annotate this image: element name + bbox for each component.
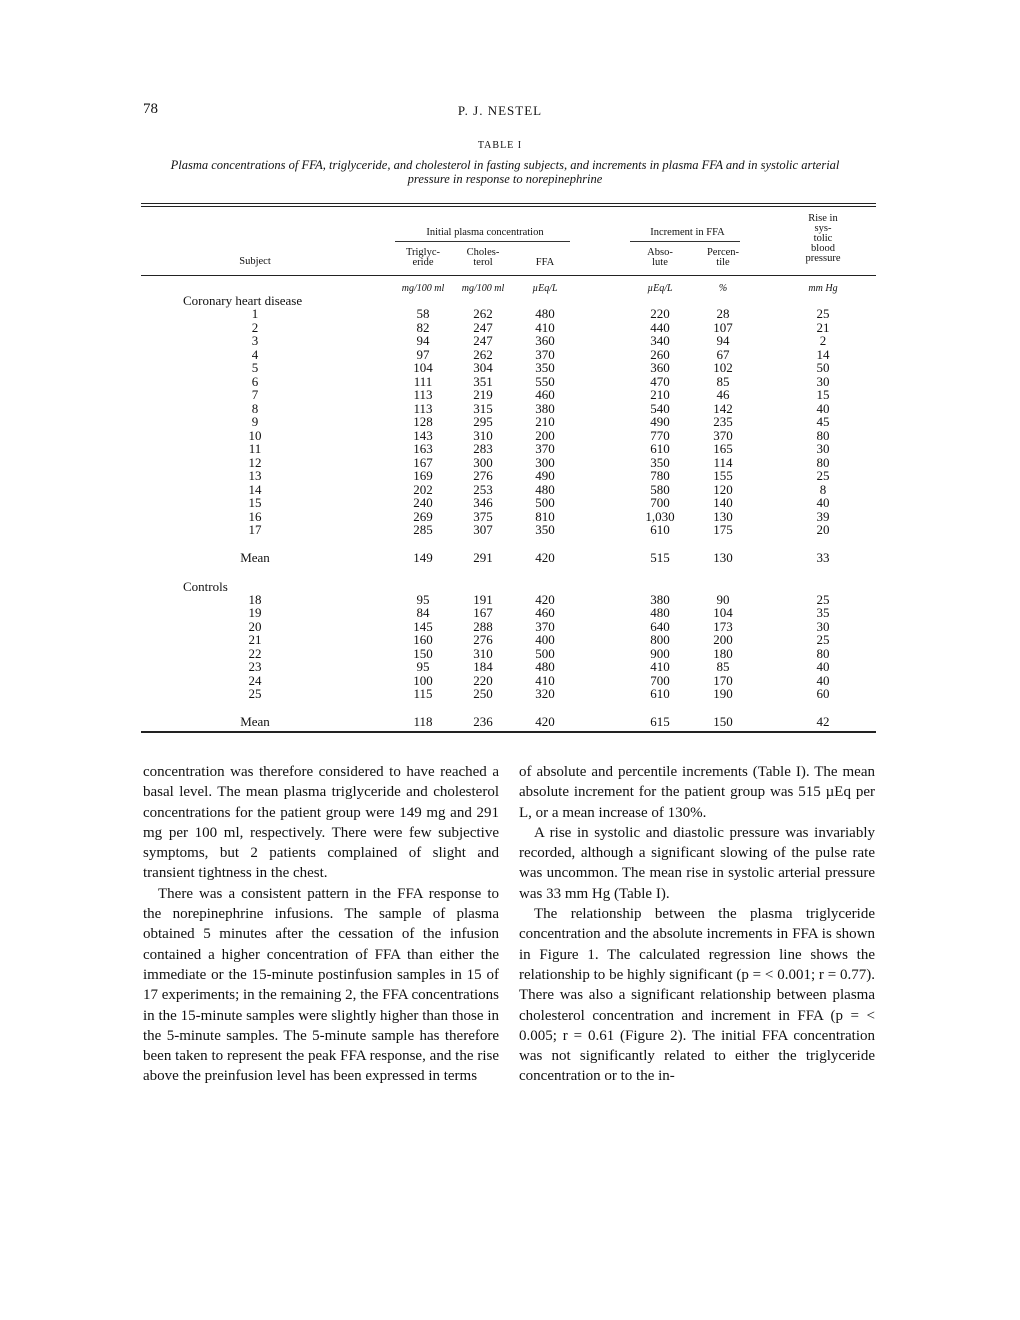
group-label: Coronary heart disease [183, 293, 303, 308]
table-cell: 200 [713, 632, 733, 647]
table-cell: 315 [473, 400, 493, 416]
table-cell: 219 [473, 387, 493, 402]
unit-label: mm Hg [808, 283, 838, 294]
column-header: Subject [239, 256, 271, 267]
table-cell: 304 [473, 360, 493, 375]
table-cell: 1,030 [645, 508, 675, 524]
table-cell: 160 [413, 632, 433, 647]
table-bottom-rule [141, 731, 876, 733]
unit-label: µEq/L [532, 283, 558, 294]
table-cell: 104 [713, 605, 733, 620]
table-cell: 191 [473, 591, 493, 607]
table-cell: 40 [816, 400, 830, 416]
table-cell: 480 [535, 481, 555, 497]
table-caption: Plasma concentrations of FFA, triglyceride, and cholesterol in fasting subjects, and increments in plasma FFA and in systolic arterial pressure in response to norepinephrine [170, 158, 840, 186]
table-cell: 800 [650, 632, 670, 647]
unit-label: µEq/L [647, 283, 673, 294]
table-cell: 140 [713, 495, 733, 510]
table-cell: 610 [650, 441, 670, 456]
table-cell: 84 [416, 605, 430, 620]
table-top-rule [141, 203, 876, 204]
subject-id: 11 [248, 441, 262, 456]
table-cell: 190 [713, 686, 733, 701]
subject-id: 9 [251, 414, 259, 429]
table-cell: 169 [413, 468, 433, 483]
column-header: Choles- terol [466, 247, 500, 268]
column-header: Percen- tile [706, 247, 740, 268]
table-cell: 500 [535, 495, 555, 510]
table-cell: 80 [816, 454, 830, 470]
table-cell: 262 [473, 346, 493, 362]
table-cell: 283 [473, 441, 493, 456]
table-cell: 235 [713, 414, 733, 429]
table-cell: 80 [816, 427, 830, 443]
table-cell: 115 [413, 686, 433, 701]
table-cell: 420 [535, 591, 555, 607]
subject-id: 20 [248, 618, 262, 634]
subject-id: 17 [248, 522, 262, 537]
table-cell: 175 [713, 522, 733, 537]
column-header: Abso- lute [647, 247, 673, 268]
table-cell: 25 [816, 468, 830, 483]
table-cell: 700 [650, 495, 670, 510]
table-cell: 95 [416, 591, 430, 607]
table-cell: 94 [416, 333, 430, 348]
table-cell: 202 [413, 481, 433, 497]
table-cell: 780 [650, 468, 670, 483]
unit-label: mg/100 ml [401, 283, 445, 294]
group-underline [630, 241, 740, 242]
mean-value: 515 [650, 549, 670, 565]
subject-id: 6 [251, 373, 259, 389]
table-cell: 550 [535, 373, 555, 389]
running-header-author: P. J. NESTEL [457, 103, 543, 118]
table-cell: 80 [816, 645, 830, 661]
table-cell: 310 [473, 645, 493, 661]
group-header-initial: Initial plasma concentration [426, 227, 544, 238]
table-cell: 360 [535, 333, 555, 348]
mean-value: 420 [535, 549, 555, 565]
table-cell: 370 [535, 346, 555, 362]
subject-id: 21 [248, 632, 262, 647]
table-cell: 460 [535, 387, 555, 402]
table-cell: 276 [473, 632, 493, 647]
table-cell: 104 [413, 360, 433, 375]
table-cell: 184 [473, 659, 493, 674]
subject-id: 24 [248, 672, 262, 688]
table-cell: 8 [819, 481, 827, 497]
table-cell: 370 [535, 441, 555, 456]
table-cell: 165 [713, 441, 733, 456]
table-cell: 220 [473, 672, 493, 688]
table-cell: 107 [713, 319, 733, 335]
table-cell: 380 [650, 591, 670, 607]
paragraph: A rise in systolic and diastolic pressure was invariably recorded, although a significant slowing of the pulse rate was uncommon. The mean rise in systolic arterial pressure was 33 mm Hg (Table I). [519, 824, 875, 902]
table-cell: 810 [535, 508, 555, 524]
table-cell: 480 [535, 659, 555, 674]
table-cell: 288 [473, 618, 493, 634]
table-cell: 28 [716, 306, 730, 321]
subject-id: 1 [251, 306, 259, 321]
table-cell: 90 [716, 591, 730, 607]
paragraph: of absolute and percentile increments (Table I). The mean absolute increment for the patient group was 515 µEq per L, or a mean increase of 130%. [519, 764, 875, 821]
mean-value: 130 [713, 549, 733, 565]
table-cell: 300 [535, 454, 555, 470]
table-cell: 380 [535, 400, 555, 416]
subject-id: 13 [248, 468, 262, 483]
table-cell: 170 [713, 672, 733, 688]
group-header-increment: Increment in FFA [650, 227, 725, 238]
mean-value: 42 [816, 713, 830, 729]
column-header: Rise in sys- tolic blood pressure [805, 213, 841, 264]
table-cell: 163 [413, 441, 433, 456]
table-cell: 155 [713, 468, 733, 483]
table-cell: 247 [473, 333, 493, 348]
table-cell: 20 [816, 522, 830, 537]
table-cell: 150 [413, 645, 433, 661]
table-cell: 14 [816, 346, 830, 362]
table-cell: 370 [535, 618, 555, 634]
table-cell: 350 [650, 454, 670, 470]
table-cell: 351 [473, 373, 493, 389]
table-cell: 25 [816, 591, 830, 607]
table-cell: 253 [473, 481, 493, 497]
paragraph: There was a consistent pattern in the FFA response to the norepinephrine infusions. The sample of plasma obtained 5 minutes after the cessation of the infusion contained a higher concentration of FFA than either the immediate or the 15-minute postinfusion samples in 15 of 17 experiments; in the remaining 2, the FFA concentrations in the 15-minute samples were slightly higher than those in the 5-minute samples. The 5-minute sample has therefore been taken to represent the peak FFA response, and the rise above the preinfusion level has been expressed in terms [143, 885, 499, 1085]
group-label: Controls [183, 578, 228, 594]
subject-id: 19 [248, 605, 262, 620]
table-cell: 610 [650, 686, 670, 701]
table-cell: 295 [473, 414, 493, 429]
table-cell: 700 [650, 672, 670, 688]
table-cell: 39 [816, 508, 830, 524]
table-cell: 269 [413, 508, 433, 524]
table-cell: 40 [816, 672, 830, 688]
mean-value: 420 [535, 713, 555, 729]
group-underline [395, 241, 570, 242]
subject-id: 18 [248, 591, 262, 607]
mean-value: 615 [650, 713, 670, 729]
table-cell: 480 [650, 605, 670, 620]
table-cell: 210 [650, 387, 670, 402]
subject-id: 12 [248, 454, 262, 470]
page-number: 78 [143, 101, 158, 117]
table-cell: 82 [416, 319, 430, 335]
table-cell: 770 [650, 427, 670, 443]
table-cell: 320 [535, 686, 555, 701]
subject-id: 5 [251, 360, 259, 375]
table-cell: 350 [535, 360, 555, 375]
table-cell: 240 [413, 495, 433, 510]
paragraph: The relationship between the plasma triglyceride concentration and the absolute increments in FFA is shown in Figure 1. The calculated regression line shows the relationship to be highly significant (p = < 0.001; r = 0.77). There was also a significant relationship between plasma cholesterol concentration and increment in FFA (p = < 0.005; r = 0.61 (Figure 2). The initial FFA concentration was not significantly related to either the triglyceride concentration or to the in- [519, 906, 875, 1085]
table-cell: 25 [816, 306, 830, 321]
table-cell: 45 [816, 414, 830, 429]
table-cell: 610 [650, 522, 670, 537]
paragraph: concentration was therefore considered to have reached a basal level. The mean plasma triglyceride and cholesterol concentrations for the patient group were 149 mg and 291 mg per 100 ml, respectively. There were few subjective symptoms, but 2 patients complained of slight and transient tightness in the chest. [143, 764, 499, 882]
mean-value: 291 [473, 549, 493, 565]
table-cell: 310 [473, 427, 493, 443]
table-cell: 370 [713, 427, 733, 443]
table-cell: 50 [816, 360, 830, 375]
subject-id: 2 [251, 319, 259, 335]
table-cell: 120 [713, 481, 733, 497]
table-cell: 167 [413, 454, 433, 470]
subject-id: 8 [251, 400, 259, 416]
subject-id: 16 [248, 508, 262, 524]
table-cell: 145 [413, 618, 433, 634]
table-cell: 58 [416, 306, 430, 321]
table-cell: 490 [650, 414, 670, 429]
subject-id: 10 [248, 427, 262, 443]
table-cell: 500 [535, 645, 555, 661]
table-cell: 540 [650, 400, 670, 416]
table-cell: 95 [416, 659, 430, 674]
table-cell: 580 [650, 481, 670, 497]
table-cell: 97 [416, 346, 430, 362]
table-cell: 94 [716, 333, 730, 348]
table-cell: 35 [816, 605, 830, 620]
mean-label: Mean [240, 713, 270, 729]
table-cell: 490 [535, 468, 555, 483]
table-cell: 410 [535, 319, 555, 335]
subject-id: 4 [251, 346, 259, 362]
table-cell: 200 [535, 427, 555, 443]
table-cell: 285 [413, 522, 433, 537]
table-cell: 46 [716, 387, 730, 402]
mean-value: 118 [413, 713, 433, 729]
unit-label: mg/100 ml [461, 283, 505, 294]
table-cell: 25 [816, 632, 830, 647]
table-cell: 375 [473, 508, 493, 524]
table-cell: 40 [816, 495, 830, 510]
mean-value: 33 [816, 549, 830, 565]
table-cell: 85 [716, 373, 730, 389]
table-cell: 113 [413, 387, 433, 402]
table-cell: 360 [650, 360, 670, 375]
mean-value: 150 [713, 713, 733, 729]
subject-id: 15 [248, 495, 262, 510]
mean-value: 149 [413, 549, 433, 565]
table-cell: 262 [473, 306, 493, 321]
header-rule [141, 275, 876, 276]
table-cell: 260 [650, 346, 670, 362]
table-cell: 220 [650, 306, 670, 321]
table-label: TABLE I [477, 140, 523, 151]
table-cell: 111 [413, 373, 433, 389]
table-cell: 340 [650, 333, 670, 348]
table-cell: 167 [473, 605, 493, 620]
subject-id: 22 [248, 645, 262, 661]
body-column-right [519, 762, 875, 1087]
table-cell: 60 [816, 686, 830, 701]
table-cell: 128 [413, 414, 433, 429]
table-cell: 410 [535, 672, 555, 688]
table-cell: 247 [473, 319, 493, 335]
table-cell: 2 [819, 333, 827, 348]
subject-id: 14 [248, 481, 262, 497]
subject-id: 7 [251, 387, 259, 402]
table-cell: 143 [413, 427, 433, 443]
table-cell: 114 [713, 454, 733, 470]
subject-id: 3 [251, 333, 259, 348]
table-cell: 350 [535, 522, 555, 537]
table-cell: 460 [535, 605, 555, 620]
table-cell: 85 [716, 659, 730, 674]
unit-label: % [718, 283, 728, 294]
table-cell: 30 [816, 618, 830, 634]
table-cell: 142 [713, 400, 733, 416]
table-cell: 276 [473, 468, 493, 483]
table-cell: 480 [535, 306, 555, 321]
column-header: Triglyc- eride [405, 247, 441, 268]
table-cell: 100 [413, 672, 433, 688]
subject-id: 25 [248, 686, 262, 701]
table-cell: 300 [473, 454, 493, 470]
table-cell: 30 [816, 441, 830, 456]
table-cell: 900 [650, 645, 670, 661]
table-cell: 180 [713, 645, 733, 661]
table-cell: 21 [816, 319, 830, 335]
table-cell: 173 [713, 618, 733, 634]
table-cell: 113 [413, 400, 433, 416]
table-cell: 470 [650, 373, 670, 389]
table-cell: 102 [713, 360, 733, 375]
table-top-rule-2 [141, 206, 876, 207]
table-cell: 346 [473, 495, 493, 510]
table-cell: 210 [535, 414, 555, 429]
mean-label: Mean [240, 549, 270, 565]
table-cell: 307 [473, 522, 493, 537]
table-cell: 640 [650, 618, 670, 634]
table-cell: 400 [535, 632, 555, 647]
table-cell: 410 [650, 659, 670, 674]
mean-value: 236 [473, 713, 493, 729]
column-header: FFA [535, 257, 555, 268]
table-cell: 30 [816, 373, 830, 389]
subject-id: 23 [248, 659, 262, 674]
table-cell: 15 [816, 387, 830, 402]
table-cell: 130 [713, 508, 733, 524]
table-cell: 250 [473, 686, 493, 701]
table-cell: 67 [716, 346, 730, 362]
table-cell: 440 [650, 319, 670, 335]
table-cell: 40 [816, 659, 830, 674]
body-column-left [143, 762, 499, 1087]
